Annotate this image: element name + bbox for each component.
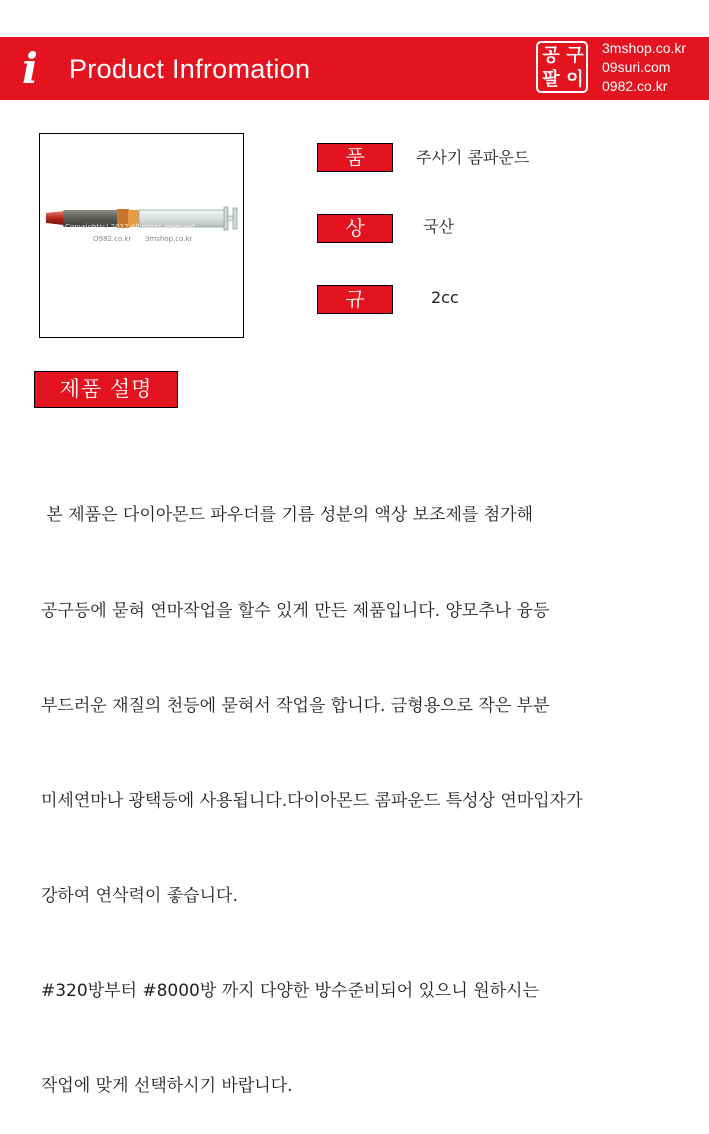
watermark-text: Copyright(c) 2012 All rights reserved. bbox=[65, 223, 197, 231]
watermark-site: O982.co.kr bbox=[93, 235, 132, 243]
site-list bbox=[602, 39, 686, 96]
seal-char: 팔 bbox=[542, 69, 560, 90]
description-line: #320방부터 #8000방 까지 다양한 방수준비되어 있으니 원하시는 bbox=[41, 980, 539, 1001]
header-banner bbox=[0, 37, 709, 100]
site-link[interactable]: 09suri.com bbox=[602, 59, 671, 75]
spec-value-brand: 국산 bbox=[423, 217, 454, 236]
spec-label-size: 규 격 bbox=[317, 285, 393, 314]
spec-label-name: 품 명 bbox=[317, 143, 393, 172]
description-line: 작업에 맞게 선택하시기 바랍니다. bbox=[41, 1075, 293, 1096]
spec-label-brand: 상 표 bbox=[317, 214, 393, 243]
description-line: 부드러운 재질의 천등에 묻혀서 작업을 합니다. 금형용으로 작은 부분 bbox=[41, 695, 550, 716]
syringe-illustration bbox=[40, 134, 243, 337]
section-title: 제품 설명 bbox=[34, 371, 178, 408]
seal-char: 구 bbox=[566, 45, 584, 66]
product-description bbox=[41, 437, 681, 1134]
site-link[interactable]: 0982.co.kr bbox=[602, 78, 668, 94]
description-line: 강하여 연삭력이 좋습니다. bbox=[41, 885, 238, 906]
shop-seal-logo bbox=[536, 41, 588, 93]
site-link[interactable]: 3mshop.co.kr bbox=[602, 40, 687, 56]
description-line: 미세연마나 광택등에 사용됩니다.다이아몬드 콤파운드 특성상 연마입자가 bbox=[41, 790, 583, 811]
spec-value-size: 2cc bbox=[431, 288, 459, 307]
seal-char: 이 bbox=[566, 69, 584, 90]
description-line: 본 제품은 다이아몬드 파우더를 기름 성분의 액상 보조제를 첨가해 bbox=[41, 505, 534, 526]
description-line: 공구등에 묻혀 연마작업을 할수 있게 만든 제품입니다. 양모추나 융등 bbox=[41, 600, 550, 621]
watermark-site: 3mshop.co.kr bbox=[145, 235, 193, 243]
seal-char: 공 bbox=[542, 45, 560, 66]
spec-value-name: 주사기 콤파운드 bbox=[416, 148, 530, 167]
product-image bbox=[39, 133, 244, 338]
page-title: Product Infromation bbox=[69, 54, 311, 84]
info-icon: i bbox=[22, 44, 38, 93]
